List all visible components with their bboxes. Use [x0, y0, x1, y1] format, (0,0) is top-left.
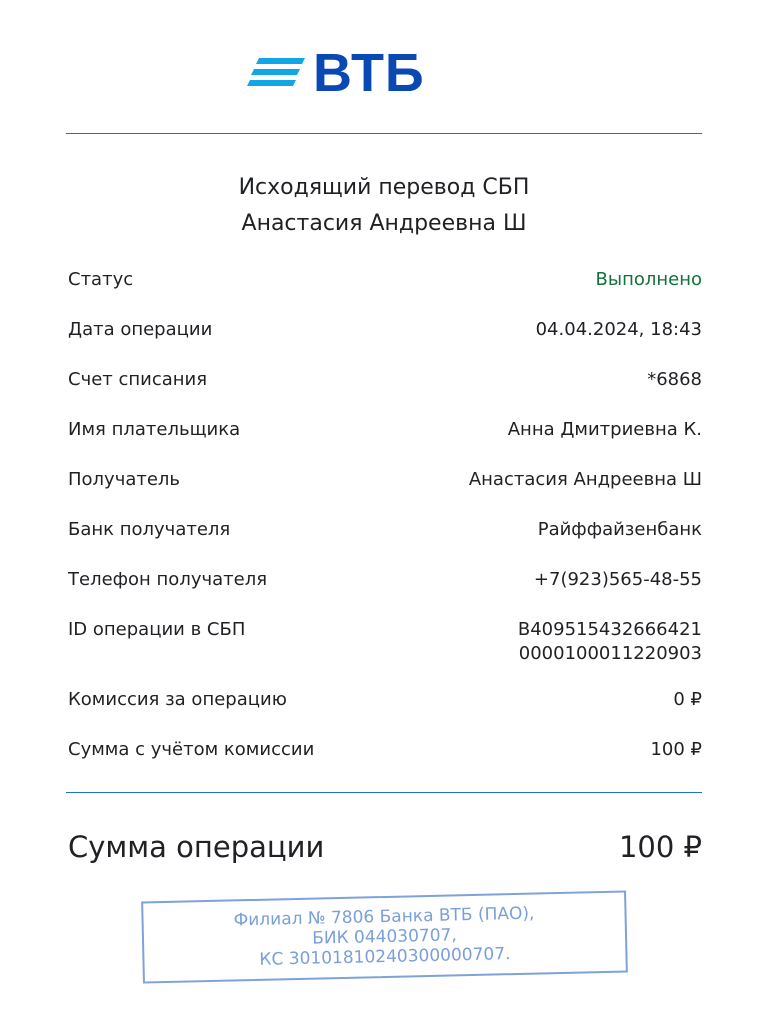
receipt-title: Исходящий перевод СБП — [238, 175, 530, 200]
divider-bottom — [66, 792, 702, 793]
stamp-line-2: БИК 044030707, — [311, 925, 458, 949]
row-label: Дата операции — [68, 319, 213, 340]
row-value — [518, 618, 702, 666]
row-label: Статус — [68, 269, 134, 290]
row-value: Анастасия Андреевна Ш — [468, 469, 702, 490]
total-value: 100 ₽ — [618, 830, 702, 864]
status-value: Выполнено — [595, 269, 702, 290]
row-label: Комиссия за операцию — [68, 689, 287, 710]
vtb-logo — [247, 43, 425, 103]
row-label: Имя плательщика — [68, 419, 241, 440]
row-label: ID операции в СБП — [68, 619, 246, 640]
row-date — [68, 318, 702, 368]
row-sbp-id — [68, 618, 702, 688]
row-sum-with-commission — [68, 738, 702, 788]
divider-top — [66, 133, 702, 134]
total-label: Сумма операции — [68, 830, 325, 864]
details-list — [68, 268, 702, 788]
row-label: Счет списания — [68, 369, 208, 390]
row-recipient — [68, 468, 702, 518]
row-value: 100 ₽ — [650, 739, 702, 760]
row-recipient-phone — [68, 568, 702, 618]
row-value: *6868 — [647, 369, 702, 390]
row-value: Анна Дмитриевна К. — [507, 419, 702, 440]
row-status — [68, 268, 702, 318]
row-label: Банк получателя — [68, 519, 231, 540]
total-row — [68, 830, 702, 864]
row-value: Райффайзенбанк — [537, 519, 702, 540]
receipt-recipient: Анастасия Андреевна Ш — [241, 211, 527, 236]
bank-stamp — [141, 891, 628, 984]
row-value: +7(923)565-48-55 — [533, 569, 702, 590]
row-payer — [68, 418, 702, 468]
row-recipient-bank — [68, 518, 702, 568]
receipt-header — [66, 170, 702, 242]
row-value: 0 ₽ — [673, 689, 702, 710]
logo-stripes-icon — [247, 58, 305, 88]
row-label: Получатель — [68, 469, 181, 490]
row-label: Сумма с учётом комиссии — [68, 739, 315, 760]
row-value: 04.04.2024, 18:43 — [535, 319, 702, 340]
row-commission — [68, 688, 702, 738]
sbp-id-line-2: 0000100011220903 — [518, 643, 702, 664]
sbp-id-line-1: B409515432666421 — [517, 619, 702, 640]
logo-text: ВТБ — [313, 43, 425, 103]
row-account — [68, 368, 702, 418]
stamp-line-3: КС 30101810240300000707. — [259, 944, 511, 970]
row-label: Телефон получателя — [68, 569, 268, 590]
stamp-line-1: Филиал № 7806 Банка ВТБ (ПАО), — [233, 903, 535, 931]
